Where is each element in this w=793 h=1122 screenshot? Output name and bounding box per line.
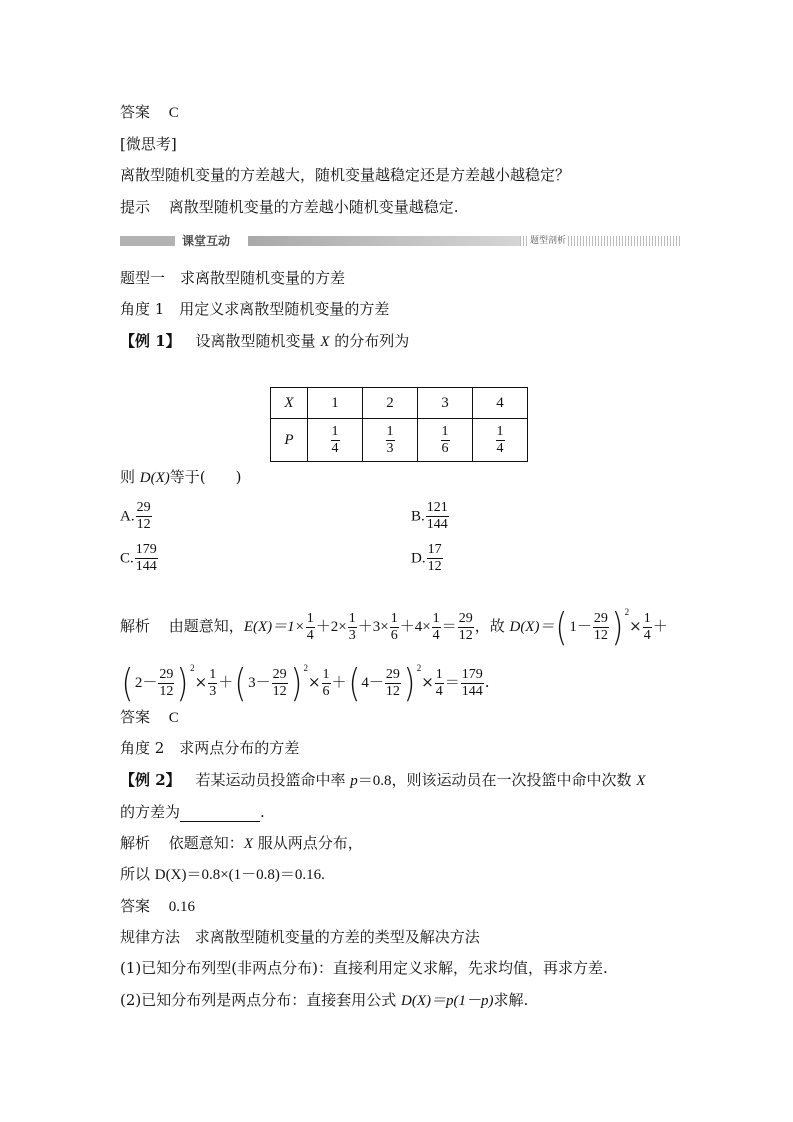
frac-num: 29 [159,666,174,682]
table-cell-x2: 2 [363,388,418,419]
method-heading: 求离散型随机变量的方差的类型及解决方法 [194,928,480,946]
option-c-num: 179 [135,542,157,557]
frac-num: 29 [593,610,608,626]
right-paren-icon: ) [176,661,189,705]
p4-denominator: 4 [496,440,504,456]
option-b-den: 144 [426,517,448,532]
table-cell-x1: 1 [308,388,363,419]
type1-title: 题型一 求离散型随机变量的方差 [120,269,346,287]
frac-den: 12 [272,683,287,699]
table-cell-p3 [418,419,473,462]
exponent: 2 [190,663,195,673]
solution2-expr: D(X)＝0.8×(1－0.8)＝0.16. [154,867,325,883]
question-pre: 则 [120,468,136,486]
right-paren-icon: ) [403,661,416,705]
math-op: ＋2× [315,619,347,635]
frac-den: 4 [306,627,314,643]
option-c-letter: C. [120,550,134,567]
example2-text-c: 的方差为 [120,803,181,821]
question-post: 等于( ) [169,468,242,486]
math-op: × [421,673,434,691]
distribution-table [270,387,528,462]
exponent: 2 [624,607,630,617]
banner-tag: 题型剖析 [530,236,567,246]
p4-numerator: 1 [496,423,504,439]
answer-value: C [168,105,179,121]
table-cell-p1 [308,419,363,462]
micro-think-question: 离散型随机变量的方差越大，随机变量越稳定还是方差越小越稳定？ [120,166,571,184]
frac-den: 4 [643,627,651,643]
option-c [120,542,159,575]
method-title [120,927,480,947]
exponent: 2 [416,663,422,673]
example2-end: . [260,803,265,821]
left-paren-icon: ( [348,661,360,705]
frac-den: 12 [159,683,174,699]
math-op: ＋ [331,673,347,691]
answer-label: 答案 [120,103,151,121]
question-expr: D(X) [139,470,170,486]
frac-den: 12 [458,627,473,643]
p3-denominator: 6 [441,440,449,456]
example1-var: X [320,334,330,350]
frac-num: 1 [390,610,398,626]
table-cell-p2 [363,419,418,462]
frac-num: 1 [643,610,651,626]
math-term: 1－ [569,619,592,635]
answer-label: 答案 [120,897,151,915]
option-b-letter: B. [411,508,425,525]
frac-num: 1 [306,610,314,626]
math-op: ＋3× [357,619,389,635]
method-item2-b: 求解. [493,991,529,1009]
solution-ex: E(X)＝1× [243,619,305,635]
math-op: ＝ [441,617,457,635]
frac-den: 12 [593,627,608,643]
example2-label: 【例 2】 [120,771,181,789]
method-item2-a: (2)已知分布列是两点分布：直接套用公式 [120,991,397,1009]
example2-text-b: ＝0.8，则该运动员在一次投篮中命中次数 [357,773,632,789]
example2-var: X [636,773,646,789]
math-op: × [307,673,321,691]
example2-p: p [350,773,358,789]
angle2-title: 角度 2 求两点分布的方差 [120,739,300,757]
answer-line-3 [120,896,195,917]
example2-stem [120,770,645,791]
frac-num: 1 [435,666,443,682]
example1-label: 【例 1】 [120,332,181,350]
angle1-title: 角度 1 用定义求离散型随机变量的方差 [120,300,390,318]
solution-text-gu: ，故 [474,617,505,635]
answer-line-1 [120,102,179,123]
math-op: ＋ [652,617,668,635]
frac-den: 3 [209,683,217,699]
hint-label: 提示 [120,198,151,216]
left-paren-icon: ( [234,661,247,705]
banner-gradient-bar [248,236,520,246]
frac-den: 6 [322,683,330,699]
solution2-text1b: 服从两点分布， [257,834,363,852]
method-item-1: (1)已知分布列型(非两点分布)：直接利用定义求解，先求均值，再求方差. [120,959,608,977]
p3-numerator: 1 [441,423,449,439]
right-paren-icon: ) [290,661,302,705]
option-b [411,500,450,533]
option-d-den: 12 [427,559,442,574]
example2-stem-2 [120,802,265,822]
math-op: × [194,673,208,691]
solution-dx: D(X)＝ [509,619,555,635]
math-term: 3－ [248,675,271,691]
math-op: × [629,617,642,635]
frac-den: 6 [390,627,398,643]
table-cell-p4 [473,419,528,462]
method-label: 规律方法 [120,928,181,946]
banner-left-block [120,236,175,246]
answer-blank[interactable] [180,805,260,822]
frac-num: 179 [461,666,483,682]
solution2-var: X [243,836,253,852]
solution-text1: 由题意知， [168,617,244,635]
method-item-2 [120,990,528,1011]
banner-title: 课堂互动 [182,234,231,248]
table-row-p [271,419,528,462]
table-cell-x4: 4 [473,388,528,419]
example1-stem [120,331,409,352]
solution1-line1 [120,592,668,647]
p2-numerator: 1 [386,423,394,439]
solution-label: 解析 [120,834,151,852]
right-paren-icon: ) [611,605,624,649]
math-op: ＋4× [399,619,431,635]
left-paren-icon: ( [121,661,134,705]
frac-den: 12 [385,683,400,699]
example1-intro-end: 的分布列为 [334,332,410,350]
answer-label: 答案 [120,708,151,726]
frac-num: 1 [209,666,217,682]
left-paren-icon: ( [555,605,568,649]
frac-num: 29 [272,666,287,682]
solution2-text2a: 所以 [120,865,151,883]
solution-label: 解析 [120,617,151,635]
table-cell-x3: 3 [418,388,473,419]
math-op: ＋ [218,673,234,691]
frac-num: 29 [385,666,400,682]
example2-text-a: 若某运动员投篮命中率 [195,771,346,789]
frac-num: 1 [348,610,356,626]
option-b-num: 121 [426,500,448,515]
answer-value: 0.16 [168,899,196,915]
table-row-x [271,388,528,419]
answer-value: C [168,710,179,726]
option-d [411,542,444,575]
frac-den: 3 [348,627,356,643]
example1-question [120,467,242,488]
p1-denominator: 4 [331,440,339,456]
answer-line-2 [120,707,179,728]
method-item2-expr: D(X)＝p(1－p) [401,993,494,1009]
frac-den: 4 [432,627,440,643]
math-op: ＝ [444,673,460,691]
option-a-num: 29 [136,500,151,515]
solution1-line2 [120,648,490,703]
p2-denominator: 3 [386,440,394,456]
option-d-num: 17 [427,542,442,557]
solution2-text1a: 依题意知： [168,834,244,852]
option-a-den: 12 [136,517,151,532]
frac-den: 144 [461,683,483,699]
hint-line [120,197,459,217]
frac-num: 1 [322,666,330,682]
option-a-letter: A. [120,508,135,525]
option-c-den: 144 [135,559,157,574]
frac-num: 1 [432,610,440,626]
table-header-x: X [271,388,308,419]
math-op: . [484,673,490,691]
option-d-letter: D. [411,550,426,567]
math-term: 4－ [361,675,384,691]
exponent: 2 [303,663,308,673]
micro-think-title: [微思考] [120,135,177,153]
solution2-line1 [120,833,363,854]
solution2-line2 [120,864,325,885]
math-term: 2－ [134,675,158,691]
frac-num: 29 [458,610,473,626]
frac-den: 4 [435,683,443,699]
section-banner [120,233,680,249]
p1-numerator: 1 [331,423,339,439]
hint-text: 离散型随机变量的方差越小随机变量越稳定. [168,198,459,216]
table-header-p: P [271,419,308,462]
option-a [120,500,153,533]
example1-intro: 设离散型随机变量 [195,332,316,350]
